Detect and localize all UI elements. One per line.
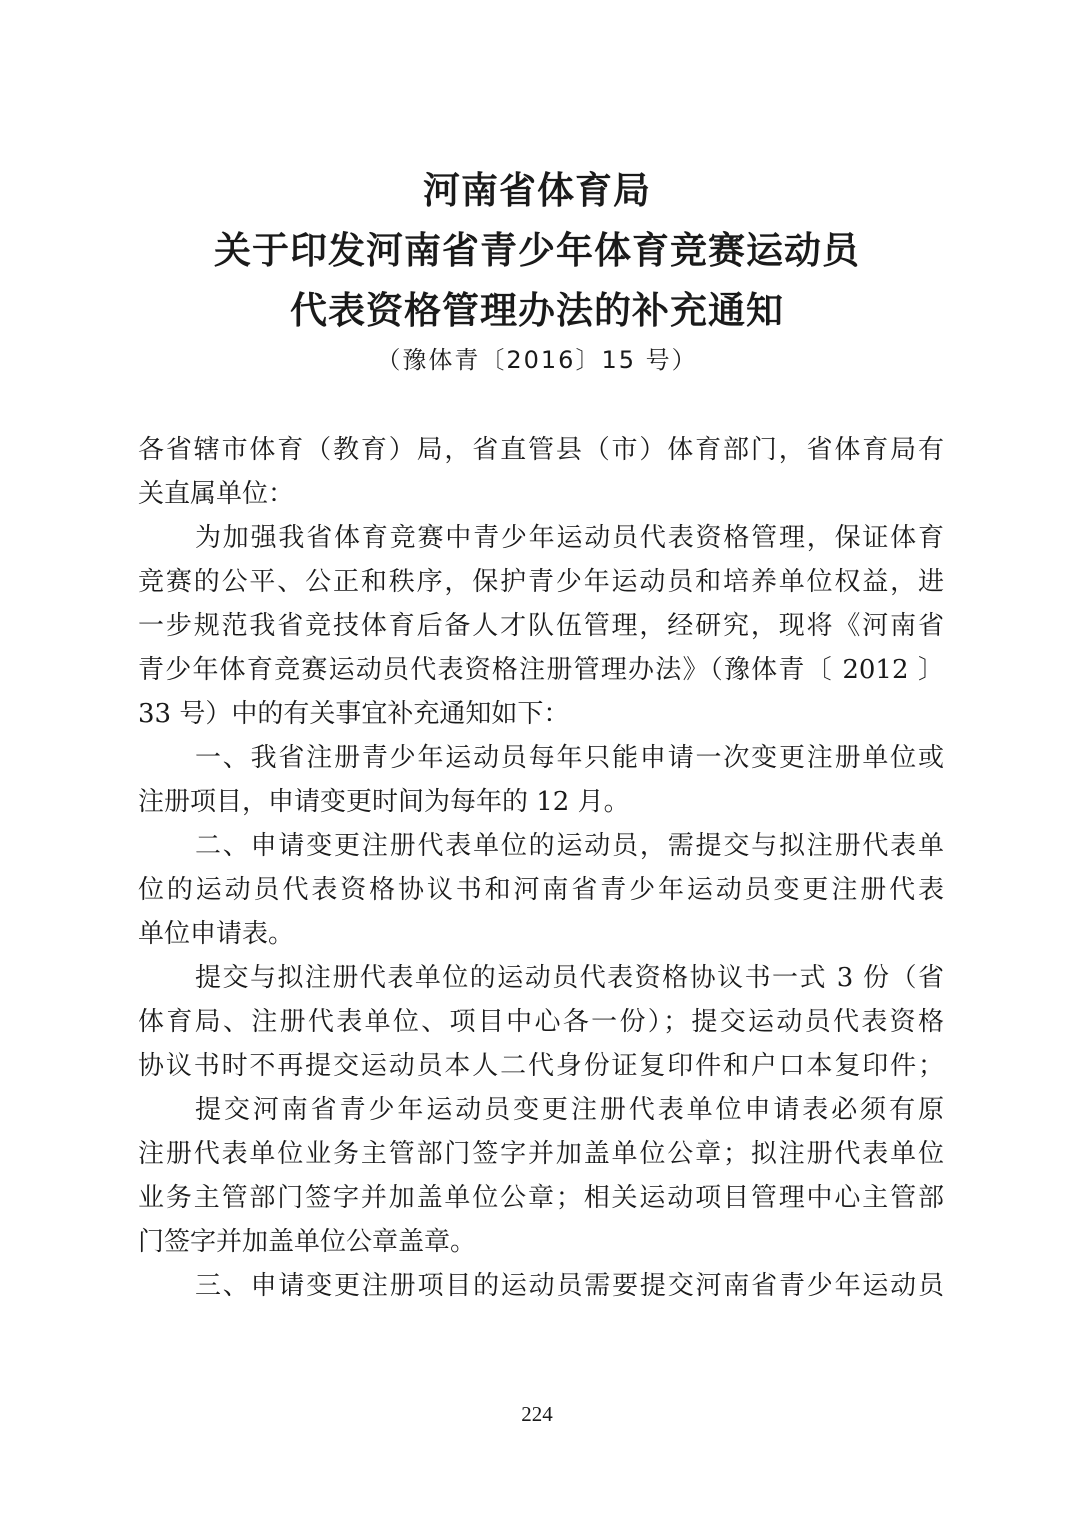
document-number: （豫体青〔2016〕15 号） — [376, 346, 698, 374]
body-line-addressee: 各省辖市体育（教育）局，省直管县（市）体育部门，省体育局有 — [138, 435, 944, 465]
body-line: 体育局、注册代表单位、项目中心各一份）；提交运动员代表资格 — [138, 1007, 944, 1037]
document-body — [138, 428, 944, 1308]
body-line: 提交河南省青少年运动员变更注册代表单位申请表必须有原 — [195, 1095, 944, 1125]
body-line-addressee-end: 关直属单位： — [138, 479, 295, 509]
body-line: 提交与拟注册代表单位的运动员代表资格协议书一式 3 份（省 — [195, 963, 944, 993]
body-line: 注册代表单位业务主管部门签字并加盖单位公章；拟注册代表单位 — [138, 1139, 944, 1169]
body-line: 二、申请变更注册代表单位的运动员，需提交与拟注册代表单 — [195, 831, 944, 861]
body-line: 注册项目，申请变更时间为每年的 12 月。 — [138, 787, 630, 817]
title-line-2: 关于印发河南省青少年体育竞赛运动员 — [214, 228, 860, 272]
body-line: 青少年体育竞赛运动员代表资格注册管理办法》（豫体青〔 2012 〕 — [138, 655, 944, 685]
document-header — [0, 160, 1074, 378]
page-number: 224 — [521, 1402, 553, 1426]
body-line: 为加强我省体育竞赛中青少年运动员代表资格管理，保证体育 — [195, 523, 944, 553]
body-line: 业务主管部门签字并加盖单位公章；相关运动项目管理中心主管部 — [138, 1183, 944, 1213]
body-line: 协议书时不再提交运动员本人二代身份证复印件和户口本复印件； — [138, 1051, 944, 1081]
body-line: 一步规范我省竞技体育后备人才队伍管理，经研究，现将《河南省 — [138, 611, 944, 641]
body-line: 门签字并加盖单位公章盖章。 — [138, 1227, 477, 1257]
body-line: 一、我省注册青少年运动员每年只能申请一次变更注册单位或 — [195, 743, 944, 773]
body-line: 三、申请变更注册项目的运动员需要提交河南省青少年运动员 — [195, 1271, 944, 1301]
title-line-1: 河南省体育局 — [423, 168, 651, 212]
body-line: 位的运动员代表资格协议书和河南省青少年运动员变更注册代表 — [138, 875, 944, 905]
body-line: 竞赛的公平、公正和秩序，保护青少年运动员和培养单位权益，进 — [138, 567, 944, 597]
body-line: 单位申请表。 — [138, 919, 295, 949]
title-line-3: 代表资格管理办法的补充通知 — [290, 288, 784, 332]
body-line: 33 号）中的有关事宜补充通知如下： — [138, 699, 570, 729]
